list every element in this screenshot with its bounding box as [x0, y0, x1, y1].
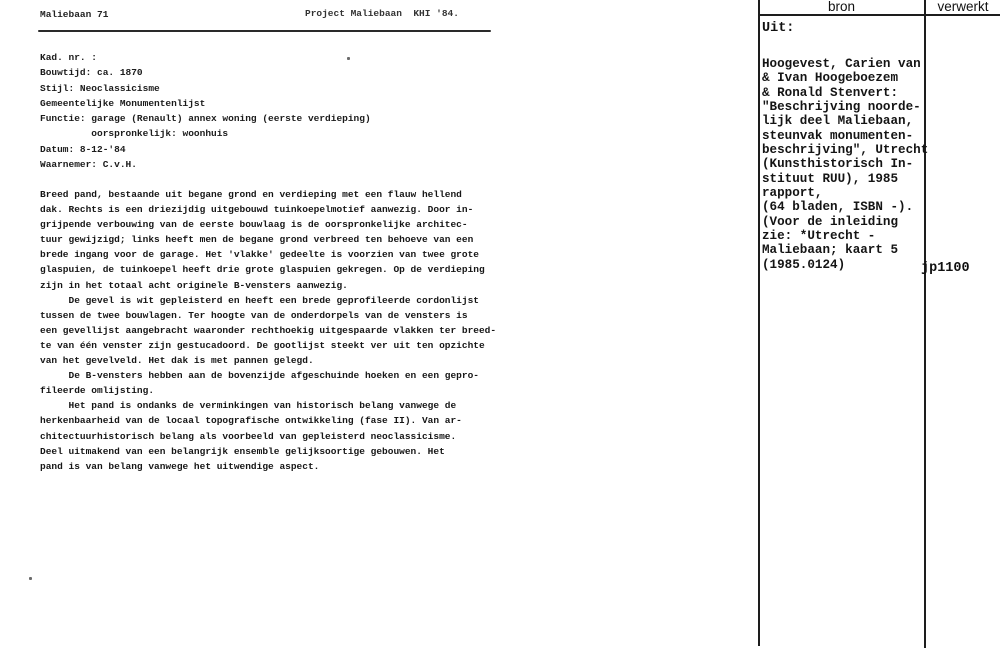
- doc-title-left: Maliebaan 71: [40, 9, 109, 20]
- citation-line: "Beschrijving noorde-: [762, 100, 921, 115]
- source-uit-label: Uit:: [762, 21, 795, 36]
- column-header-bron: bron: [827, 0, 856, 14]
- description-line: grijpende verbouwing van de eerste bouwlaag is de oorspronkelijke architec-: [40, 219, 468, 231]
- citation-line: (Voor de inleiding: [762, 214, 899, 229]
- citation-line: stituut RUU), 1985: [762, 171, 899, 186]
- description-line: Het pand is ondanks de verminkingen van historisch belang vanwege de: [40, 400, 457, 412]
- citation-line: Hoogevest, Carien van: [762, 57, 921, 71]
- description-line: tussen de twee bouwlagen. Ter hoogte van de onderdorpels van de vensters is: [40, 309, 468, 321]
- metadata-line: Kad. nr. :: [40, 52, 98, 63]
- header-rule: [38, 30, 491, 32]
- metadata-line: oorspronkelijk: woonhuis: [40, 128, 229, 140]
- description-line: Breed pand, bestaande uit begane grond en verdieping met een flauw hellend: [40, 189, 462, 200]
- table-left-border: [758, 0, 760, 646]
- description-line: fileerde omlijsting.: [40, 385, 155, 397]
- metadata-line: Datum: 8-12-'84: [40, 143, 126, 155]
- citation-line: steunvak monumenten-: [762, 128, 914, 143]
- description-line: dak. Rechts is een driezijdig uitgebouwd tuinkoepelmotief aanwezig. Door in-: [40, 204, 474, 216]
- citation-line: zie: *Utrecht -: [762, 229, 876, 244]
- metadata-line: Functie: garage (Renault) annex woning (eerste verdieping): [40, 113, 371, 125]
- metadata-line: Stijl: Neoclassicisme: [40, 82, 160, 94]
- description-line: een gevellijst aangebracht waaronder rechthoekig uitgespaarde vlakken ter breed-: [40, 324, 497, 336]
- citation-line: Maliebaan; kaart 5: [762, 243, 899, 258]
- metadata-line: Waarnemer: C.v.H.: [40, 159, 137, 171]
- description-line: te van één venster zijn gestucadoord. De gootlijst steekt ver uit ten opzichte: [40, 339, 485, 351]
- description-line: herkenbaarheid van de locaal topografische ontwikkeling (fase II). Van ar-: [40, 415, 462, 427]
- citation-line: beschrijving", Utrecht: [762, 143, 929, 158]
- citation-line: lijk deel Maliebaan,: [762, 114, 914, 129]
- citation-line: rapport,: [762, 186, 823, 201]
- description-line: tuur gewijzigd; links heeft men de begane grond verbreed ten behoeve van een: [40, 234, 474, 246]
- description-line: pand is van belang vanwege het uitwendige aspect.: [40, 460, 320, 472]
- metadata-line: Gemeentelijke Monumentenlijst: [40, 97, 206, 109]
- metadata-block: [40, 50, 371, 172]
- scan-speck: [29, 577, 32, 580]
- verwerkt-code: jp1100: [921, 261, 970, 276]
- description-line: van het gevelveld. Het dak is met pannen gelegd.: [40, 355, 314, 367]
- description-line: glaspuien, de tuinkoepel heeft drie grote glaspuien gekregen. Op de verdieping: [40, 264, 485, 276]
- description-line: brede ingang voor de garage. Het 'vlakke' gedeelte is voorzien van twee grote: [40, 249, 479, 261]
- description-line: Deel uitmakend van een belangrijk ensemble gelijksoortige gebouwen. Het: [40, 445, 445, 457]
- metadata-line: Bouwtijd: ca. 1870: [40, 67, 143, 79]
- description-line: chitectuurhistorisch belang als voorbeeld van gepleisterd neoclassicisme.: [40, 430, 457, 442]
- description-line: zijn in het totaal acht originele B-vensters aanwezig.: [40, 279, 348, 291]
- citation-line: (64 bladen, ISBN -).: [762, 200, 914, 215]
- description-line: De gevel is wit gepleisterd en heeft een brede geprofileerde cordonlijst: [40, 294, 479, 306]
- column-header-verwerkt: verwerkt: [937, 0, 989, 14]
- description-block: [40, 187, 496, 474]
- scan-speck: [347, 57, 350, 60]
- citation-block: [762, 57, 934, 272]
- citation-line: (1985.0124): [762, 257, 846, 272]
- citation-line: & Ronald Stenvert:: [762, 85, 899, 100]
- doc-title-right: Project Maliebaan KHI '84.: [305, 8, 459, 19]
- table-header-rule: [758, 14, 1000, 16]
- description-line: De B-vensters hebben aan de bovenzijde afgeschuinde hoeken en een gepro-: [40, 370, 479, 382]
- citation-line: & Ivan Hoogeboezem: [762, 71, 899, 86]
- citation-line: (Kunsthistorisch In-: [762, 157, 914, 172]
